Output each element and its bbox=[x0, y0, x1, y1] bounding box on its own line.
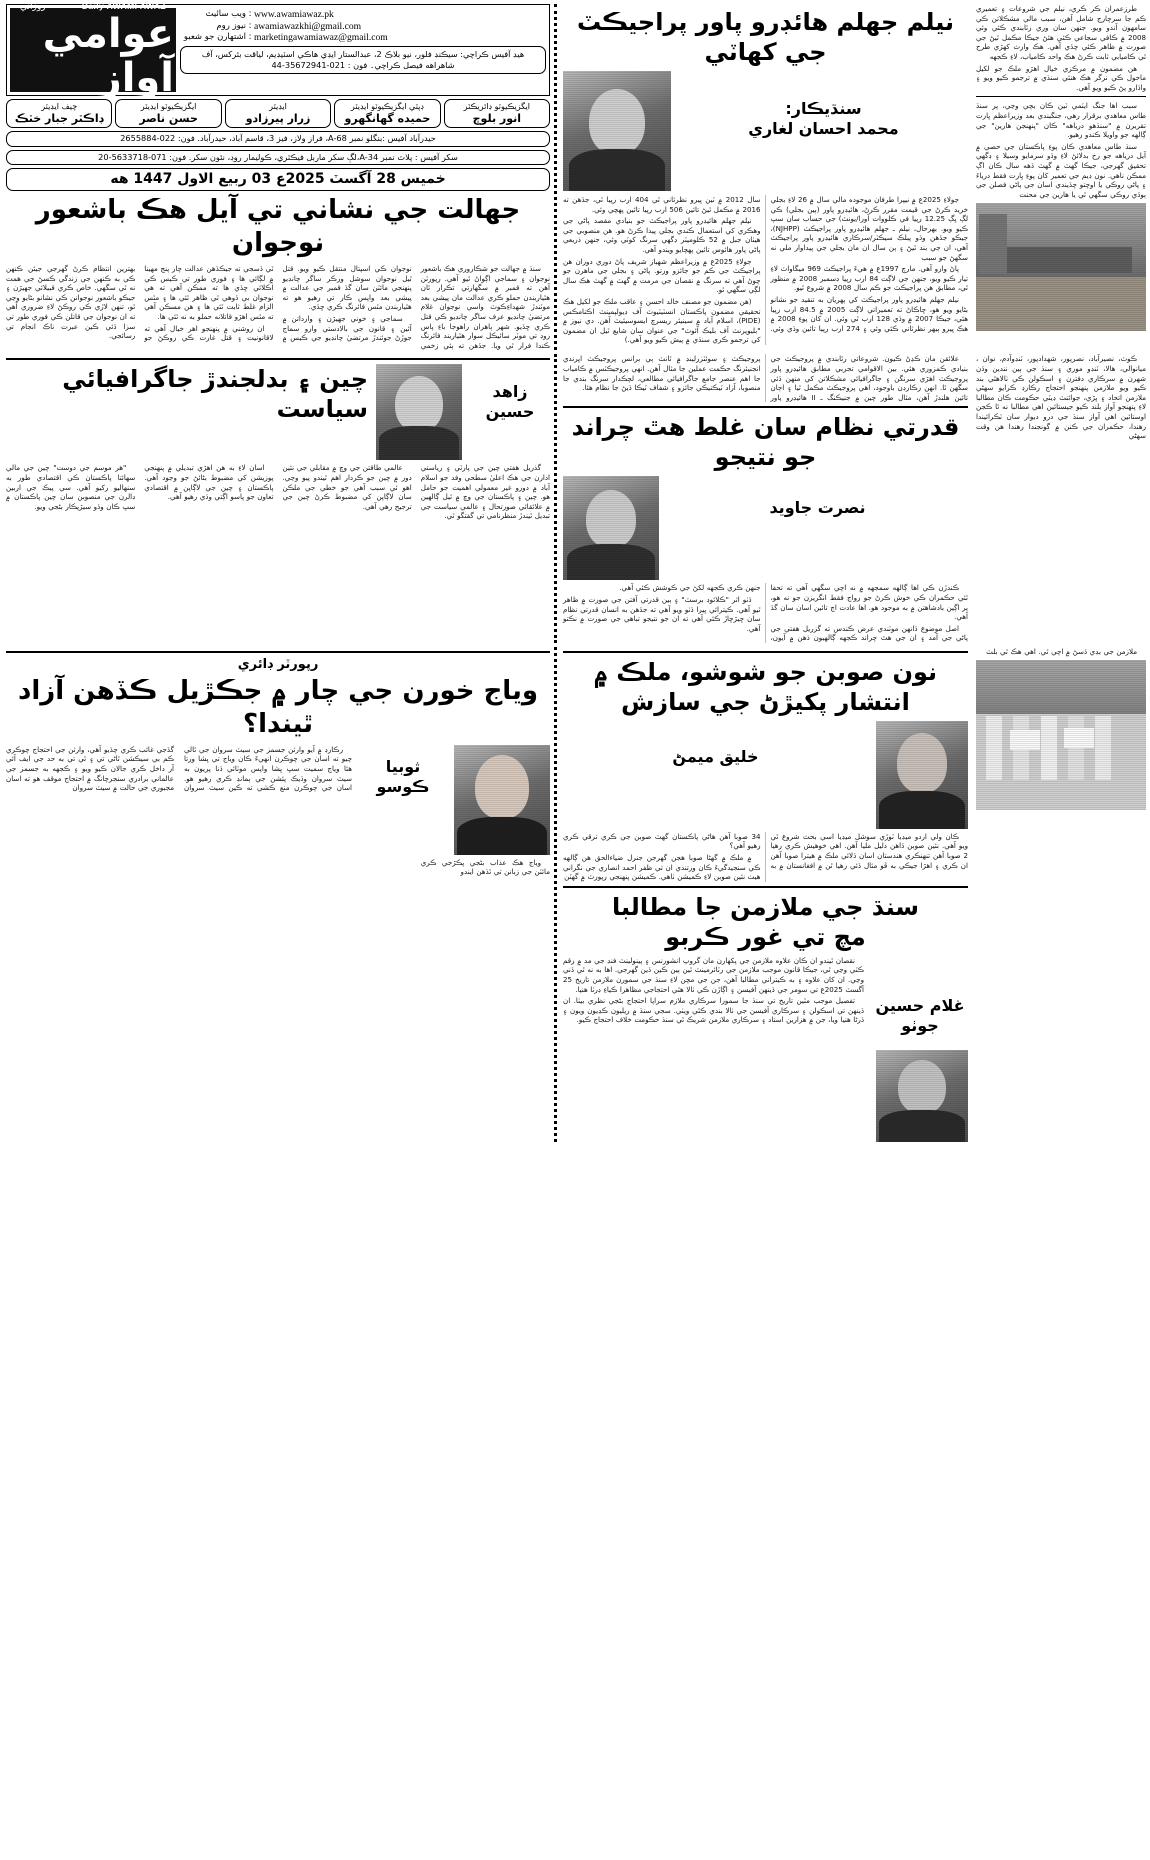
staff-executive-director bbox=[444, 99, 550, 128]
contact-row-marketing bbox=[180, 32, 546, 44]
paragraph: سنڌ طاس معاهدي ڪان پوءِ پاڪستان جي حصي ۾ آيل درياهه جو رخ بدلائڻ لاءِ وڏو سرمايو وسيلا ۽ ڊگهي تحقيق گهرجي، جيڪا گهٽ ۾ گهٽ ڏهه سال ڪان اڳ ممڪن ناهي. نون ڊيم جي تعمير کان پوءِ ڀارت فقط درياءَ ۽ پاڻي روڪي يا اوچتو چڏيندي اسان جي پاڻي فصلن جي ٻوڏي روڪي سگهي ٿي يا هارين جي محنت bbox=[976, 141, 1146, 199]
website-url[interactable]: www.awamiawaz.pk bbox=[254, 9, 334, 20]
paragraph: وياج هڪ عذاب بڻجي پڪڙجي ڪري مائٽن جي زبانن تي ٿڌهن ايندو bbox=[420, 857, 550, 877]
staff-name: حسن ناصر bbox=[139, 112, 198, 125]
paragraph: اسان لاءِ به هن اهڙي تبديلي ۾ پنهنجي پوزيشن کي مضبوط بڻائڻ جو وجود آهي. پاڪستان ۽ چين جي لاڳاپن ۾ اقتصادي تعاون جو پاسو اڳتي وڌي رهيو آهي. bbox=[144, 463, 274, 502]
paragraph: ان روشني ۾ پنهنجو اهر خيال آهي ته لاقانونيت ۽ قتل غارت ڪي روڪڻ جو بهترين انتظام ڪرڻ گهرجي جيئن ڪنهن ڪي به ڪنهن جي زندگي ڪسڻ جي همت نه ٿي سگهي. خاص ڪري قبيلائي جهيڙن ۽ جيڪو باشعور نوجوانن ڪي نشانو بڻايو وڃي ٿو، تنهن لاڙي ڪي روڪڻ لاءِ ضروري آهي ته ان نوجوان جي قاتلن ڪي فوري طور تي سزا ڏئي ڪين عبرت ناڪ انجام تي رسائجي. bbox=[6, 264, 274, 343]
article-right-3-headline: وياج خورن جي چار ۾ جڪڙيل ڪڏهن آزاد ٿيندا؟ bbox=[17, 675, 538, 739]
paragraph: "هر موسم جي دوست" چين جي مالي سهائتا پاڪستان ڪي اقتصادي طور به سنهاليو رکيو آهي. سي پيڪ جي اربين ڊالرن جي منصوبن سان چين پاڪستان ۾ سڀ ڪان وڏو سيڙپڪار بڻجي ويو. bbox=[6, 463, 136, 511]
contact-label: اشتهارن جو شعبو bbox=[183, 32, 246, 42]
paragraph: نقصان ٿيندو ان ڪان علاوه ملازمن جي پکهارن مان گروپ انشورنس ۽ پينولينٽ فنڊ جي مد ۾ رقم ڪٽي وڃي ٿي، جيڪا قانون موجب ملازمن جي رٽائرمينٽ ٿين ٻين ڪين ڏين گهرجي. اها به نه ٿي ڏني وڃي. ان کان علاوه ۽ به ڪيتراني مطالبا آهن، جن جي مچن لاءِ سنڌ جي سمورن ملازمن تاريخ 25 آگسٽ 2025ع تي سومر جي ڏينهن آفيسن ۽ اڳاڙن ڪي ٺالا هٿي احتجاجي مظاهرا ڪياءِ ڊرٺا هنيا. bbox=[563, 955, 864, 994]
article-top-left-headline: نيلم جهلم هائڊرو پاور پراجيڪٽ جي کهاٽي bbox=[576, 8, 955, 66]
article-right-1-body bbox=[6, 264, 550, 350]
article-mid-4-headline-line1: سنڌ جي ملازمن جا مطالبا bbox=[612, 892, 919, 921]
staff-editor bbox=[225, 99, 331, 128]
article-mid-2-body bbox=[563, 583, 968, 643]
masthead bbox=[6, 0, 550, 101]
staff-name: زرار پيرزادو bbox=[245, 112, 311, 125]
staff-chief-editor bbox=[6, 99, 112, 128]
hyderabad-office-address: حيدرآباد آفيس :بنگلو نمبر A-68، فراز ولاز، فيز 3، قاسم آباد، حيدرآباد. فون: 022-2655884 bbox=[6, 131, 550, 147]
logo-main-text: عوامي آواز bbox=[42, 10, 174, 101]
staff-executive-editor bbox=[115, 99, 221, 128]
top-region bbox=[6, 0, 1146, 350]
head-office-address: هيڊ آفيس ڪراچي: سيڪنڊ فلور، نيو بلاڪ 2، عبدالستار ايڊي هاڪي اسٽيڊيم، لياقت بئركس، آف شاهراهه فيصل ڪراچي۔ فون : 021-35672941-44 bbox=[180, 46, 546, 74]
author-portrait-sobia-kooso bbox=[454, 745, 550, 855]
article-right-3-byline: ثوبيا ڪوسو bbox=[376, 756, 430, 796]
article-right-3-kicker: رپورٽر ڊائري bbox=[237, 656, 319, 672]
paragraph: ڪوٽ، نصيرآباد، نصرپور، شهدادپور، ٽنڊوآدم، نوان ، ميانوالي، هالا، ٽنڊو موري ۽ سنڌ جي ٻين نندين وڏن شهرن ۾ سرڪاري دفترن ۽ اسڪولن ڪي ٺالاهٿي بند ڪيو ويو ملازمن پنهنجو احتجاج رڪارڊ ڪرايو سهڻي ملازمن اتحاد ۽ ڀڙي، جوائنٽ ڊيٽي حڪومت ڪان مطالبا لاءِ پنهنجو آواز بلند ڪيو جيستائين اهي مطالبا نه ٿا ڪجن اوستائين اهي آواز سنڌ جي درو ديوار سان ٽڪرائيندا رهندا، حڪمران جي ڪنن ۾ گونجندا رهندا هن وقت سهڻي bbox=[976, 354, 1146, 441]
newsroom-email[interactable]: awamiawazkhi@gmail.com bbox=[254, 20, 362, 32]
paragraph: ۾ ملڪ ۾ گهڻا صوبا هجن گهرجن جنرل ضياءالحق هن ڳالهه ڪي سنجيدگيءَ ڪان ورتندي ان تي ظفر احمد انصاري جي نگراني هيٺ نئين صوبن لاءِ ڪميشن ٺاهي. ڪميشن پنهنجي رپورٽ ۾ گهٽن bbox=[563, 853, 761, 882]
staff-role: ڊپٽي ايگزيڪيوٽو ايڊيٽر bbox=[350, 102, 424, 111]
marketing-email[interactable]: marketingawamiawaz@gmail.com bbox=[254, 32, 388, 43]
byline-name: محمد احسان لغاري bbox=[748, 119, 899, 138]
middle-column bbox=[554, 4, 974, 350]
article-mid-4-head-row bbox=[563, 956, 968, 1142]
paragraph: سنڌ ۾ جهالت جو شڪاروري هڪ باشعور نوجوان ۽ سماجي اڳواڻ ٿيو آهي. رپورٽن آهن ته قمبر ۾ سگهارتي تڪرار ٿان هٿياربندن حملو ڪري عدالت مان پيشي بعد موٽندڙ شهداءِڪوٽ واسي نوجوان غلام مرتضيٰ چانڊيو عرف ساگر چانڊيو ڪي قتل ڪري ڇڏيو. شهر ٻاهران راهوجا باءِ پاس روڊ تي موٽر سائيڪل سوار هٿياربند فائرنگ ڪندا فرار ٿي ويا. جڏهن ته ٻئي زخمي نوجوان ڪي اسپتال منتقل ڪيو ويو. قتل ٿيل نوجوان سوشل ورڪر ساگر چانڊيو پنهنجي مائٽن سان گڏ قمبر جي عدالت ۾ پيشي بعد واپس ڪار تي رهيو هو ته هٿياربندن مٿس فائرنگ ڪري ڇڏي. bbox=[282, 264, 550, 350]
article-mid-4-byline: غلام حسين جوٺو bbox=[875, 995, 965, 1035]
byline-label: سنڌيڪار: bbox=[785, 99, 862, 118]
article-right-2-headline: چين ۽ بدلجندڙ جاگرافيائي سياست bbox=[62, 365, 368, 424]
staff-role: ايگزيڪيوٽو ايڊيٽر bbox=[140, 102, 197, 111]
staff-name: انور بلوچ bbox=[472, 112, 522, 125]
middle-column-lower bbox=[554, 647, 974, 1142]
paragraph: (هن مضمون جو مصنف خالد احسن ۽ عاقب ملڪ جو لکيل هڪ تحقيقي مضمون پاڪستان انسٽيٽيوٽ آف ڊيولپمينٽ اڪنامڪس (PIDE)، اسلام آباد ۾ سينيئر ريسرچ ايسوسيئيٽ آهن. دي نيوز ۾ "بليوپرنٽ آف بليڪ آئوٽ" جي عنوان سان شايع ٿيل ان مضمون کي ترجمو ڪري سنڌي ۾ پيش ڪيو ويو آهي.) bbox=[563, 296, 761, 345]
article-mid-flood-body bbox=[563, 354, 968, 402]
protest-group-photo bbox=[976, 660, 1146, 810]
left-strip-column-mid bbox=[974, 354, 1146, 643]
date-line: خميس 28 آگسٽ 2025ع 03 ربيع الاول 1447 هه bbox=[6, 168, 550, 191]
masthead-contact-block bbox=[180, 8, 546, 92]
river-flood-photo bbox=[976, 203, 1146, 331]
contact-rows bbox=[180, 8, 546, 44]
staff-deputy-executive-editor bbox=[334, 99, 440, 128]
author-portrait-zahid-hussain bbox=[376, 364, 462, 460]
paragraph: تفصيل موجب مٿين تاريخ تي سنڌ جا سمورا سرڪاري ملازم سراپا احتجاج بڻجي نظري بيٺا. ان ڏينهن تي اسڪولن ۽ سرڪاري آفيسن جي ٺالا بندي ڪٿي ويٺي. سجي سنڌ ۾ ريليون ڪڍيون ويون ۽ ڌرڻا هنيا ويا، جن ۾ هزارين استاد ۽ سرڪاري ملازمن شريڪ ٿي سنڌ حڪومت خلاف احتجاج ڪيو. bbox=[563, 996, 864, 1025]
contact-row-website bbox=[180, 9, 546, 21]
author-portrait-khaliq-memon bbox=[876, 721, 968, 829]
article-top-left-body bbox=[563, 195, 968, 345]
staff-name: ڊاڪٽر جبار خٽڪ bbox=[14, 112, 104, 125]
article-right-3-head-row bbox=[6, 745, 550, 855]
paragraph: ڏٺو اثر "ڪلائوڊ برسٽ" ۽ ٻين قدرتي آفتن جي صورت ۾ ظاهر ٿيو آهي. ڪيترائي ڀيرا ڏٺو ويو آهي ته جڏهن به انسان قدرتي نظام سان ڇيڙڇاڙ ڪئي آهي ته ان جو نتيجو تباهي جي صورت ۾ نڪتو آهي. bbox=[563, 594, 761, 633]
middle-column-mid bbox=[554, 354, 974, 643]
staff-role: چيف ايڊيٽر bbox=[41, 102, 78, 111]
logo-rozani-text: روزاني bbox=[20, 1, 46, 12]
paragraph: ڪان ولي اردو ميڊيا ٽوڙي سوشل ميڊيا اسي بحث شروع ٿي ويو آهي. نئين صوبن ڏاهن دليل مليا آهن. اهي خوهيش ڪري رهيا 2 صوبا آهن تنهنڪري هندستان اسان ڌلائي ملڪ ۾ هيترا صوبا آهن ان ڪري ۽ اهڙا جيڪي به ڦو مثال ڏئي رهيا ٿن ۾ افغانستان ۾ به 34 صوبا آهن هاڻي پاڪستان گهٽ صوبن جي ڪري ترقي ڪري رهيو آهي؟ bbox=[563, 831, 968, 870]
article-right-2-byline: زاهد حسين bbox=[485, 382, 535, 422]
right-column-lower bbox=[6, 647, 554, 1142]
paragraph: علائقن مان ڪڍڻ ڪيون. شروعاتي رٿابندي ۾ پروجيڪٽ جي بنيادي ڪمزوري هئي. بين الاقوامي تجربي مطابق هائيڊرو پاور پروجيڪٽ اهڙي سرنگن ۽ جاگرافيائي مشڪلاتن کي منهن ڏئي سگهن ٿا. انهن رڪارڊن باوجود، اهي پروجيڪٽ مڪمل ٿيا ۽ اڄان تائين هلندڙ آهن، مثال طور چين ۾ جنيڪنگ ـ II هائيڊرو پاور پروجيڪٽ ۽ سوئٽزرلينڊ ۾ ٿانٽ ٻي برانس پروجيڪٽ اڀرندي انجنيئرنگ حڪمت عملين جا مثال آهن. انهي پروجيڪٽس ۾ ڪامياب جا اهم عنصر جامع جاگرافيائي مطالعي، لچڪدار سرنگ بندي جا منصوبا، آزاد ٽيڪنيڪي جائزو ۽ شفاف ٽيڪا ڏيڻ جا نظام هئا. bbox=[563, 354, 968, 402]
author-portrait-ghulam-hussain-jotho bbox=[876, 1050, 968, 1142]
left-strip-body-2 bbox=[976, 101, 1146, 199]
article-right-3-intro bbox=[6, 745, 352, 794]
paragraph: عالمي طاقتن جي وچ ۾ مقابلي جي نئين دور ۾ چين جو ڪردار اهم ٿيندو پيو وڃي. اهو ئي سبب آهي جو خطي جي ملڪن سان لاڳاپن کي مضبوط ڪرڻ چين جي ترجيح رهي آهي. bbox=[282, 463, 412, 511]
paragraph: سماجي ۽ خوني جهيڙن ۽ وارداتن ۾ آئين ۽ قانون جي بالادستي وارو سماج جوڙڻ جوئندڙ مرتضيٰ چانڊيو جي ڪيس ۾ ٿي ڏسجي ته جيڪڏهن عدالت چار پنج مهينا ۾ لڳائي ها ۽ فوري طور تي ڪيس ڪي اڪلائي ڇڏي ها ته ممڪن آهي ته هي نوجوان بي ڏوهي ٿي ظاهر ٿئي ها ۽ مٿس الزام غلط ثابت ٿئي ها ۽ هن مسڪن آهي ته مٿس اهڙو قاتلانه حملو به نه ٿئي ها. bbox=[144, 264, 412, 343]
article-top-left-head-row bbox=[563, 71, 968, 191]
left-strip-body bbox=[976, 4, 1146, 92]
article-mid-2-byline: نصرت جاويد bbox=[769, 498, 866, 518]
contact-row-newsroom bbox=[180, 21, 546, 33]
article-right-1-headline: جهالت جي نشاني تي آيل هڪ باشعور نوجوان bbox=[35, 195, 521, 258]
lower-region bbox=[6, 647, 1144, 1142]
logo-english-text: Daily AWAMI AWAZ bbox=[81, 0, 166, 11]
contact-label: ويب سائيٽ bbox=[205, 9, 246, 19]
article-top-left-byline-block bbox=[679, 71, 968, 139]
staff-strip bbox=[6, 99, 550, 128]
paragraph: هن مضمون ۾ مرڪزي خيال اهڙو ملڪ جو لکيل ماحول ڪي نرگر هڪ هنئي سنڌي ۾ ترجمو ڪيو ويو ۽ واڌارو پڻ ڪيو ويو آهي. bbox=[976, 63, 1146, 92]
left-strip-lower-body-2 bbox=[976, 647, 1146, 657]
staff-name: حميده گهانگهرو bbox=[344, 112, 431, 125]
left-strip-lower-body bbox=[976, 354, 1146, 440]
paragraph: جولاءِ 2025ع ۾ وزيراعظم شهباز شريف پاڻ دوري دوران هن پراجيڪٽ جي ڪم جو جائزو ورتو. پاڻي ۽ بجلي جي ماهرن جو چوڻ آهي ته سرنگ ۾ نقصان جي مرمت ۾ گهٽ ۾ گهٽ هڪ سال لڳي سگهي ٿو. bbox=[563, 256, 761, 295]
article-mid-3-headline: نون صوبن جو شوشو، ملڪ ۾ انتشار پکيڙڻ جي سازش bbox=[593, 657, 938, 716]
author-portrait-nusrat-javed bbox=[563, 476, 659, 580]
paragraph: اصل موضوع ڏانهن موٽندي عرض ڪندس ته گزريل هفتي جي پاڻي جي آمد ۽ ان جي هٿ چراند ڪجهه ڳالهيون ذهن ۾ آيون، جنهن ڪري ڪجهه لکڻ جي ڪوشش ڪئي آهي. bbox=[619, 583, 968, 643]
paragraph: نيلم جهلم هائيڊرو پاور پراجيڪٽ جو بنيادي مقصد پاڻي جي وهڪري کي استعمال ڪندي بجلي پيدا ڪرڻ هو. هن منصوبي جي هيٺان جبل ۾ 52 ڪلوميٽر ڊگهي سرنگ کوٽي وئي، جنهن ذريعي پاڻي پاور هائوس تائين پهچايو ويندو آهي. bbox=[563, 216, 761, 254]
contact-colon: : bbox=[248, 32, 252, 42]
article-right-3-body bbox=[6, 858, 550, 877]
paragraph: گذريل هفتي چين جي پارٽي ۽ رياستي ادارن جي هڪ اعليٰ سطحي وفد جو اسلام آباد ۾ دورو غير معمولي اهميت جو حامل هو. چين ۽ پاڪستان جي وچ ۾ ٿيل ڳالهين ۾ علائقائي صورتحال ۽ عالمي سياست جي تبديل ٿيندڙ منظرنامي تي گفتگو ٿي. bbox=[420, 463, 550, 521]
sukkur-office-address: سکر آفيس : پلاٽ نمبر A-34،لڳ سکر ماربل فيڪٽري، ڪوليمار روڊ، نئون سکر. فون: 071-5633718-20 bbox=[6, 150, 550, 166]
article-mid-3-byline: خليق ميمڻ bbox=[672, 746, 759, 766]
article-mid-3-body bbox=[563, 832, 968, 882]
article-mid-2-headline: قدرتي نظام سان غلط هٿ چراند جو نتيجو bbox=[571, 413, 960, 472]
author-portrait-muhammad-ehsan-laghari bbox=[563, 71, 671, 191]
paragraph: رڪارڊ ۾ آيو وارثن جسمز جي سيٽ سروان جي ٿالي چيو ته اسان جي چوڪرن انهيءَ ڪان وياج تي ڀشا ورتا هئا وياج سميت سڀ ڀشا واپس موٽائي ڏنا پريون به سيٽ سروان وڌيڪ پئشن جي ٻمانڊ ڪري رهيو هو. اسان جي چوڪرن منع ڪشي ته ڪين سيٽ سروان گڏجي غائب ڪري چڏيو آهي، وارثن جي احتجاج چوڪري ڪم بي سيڪشن ٿاڻي تي ۽ ٿي تي به حد جي ايف آئي آر داخل ڪري جالان ڪيو ويو ۽ ڪجهه به جسمز جي عالماني برادري سنجرچانگ ۾ احتجاج موقف هو ته اسان مجبوري جي حالت ۾ سيٽ سروان bbox=[6, 744, 352, 793]
mid-region bbox=[6, 354, 1144, 643]
contact-colon: : bbox=[248, 9, 252, 19]
contact-colon: : bbox=[248, 20, 252, 31]
left-strip-column-lower bbox=[974, 647, 1146, 1142]
article-mid-2-head-row bbox=[563, 476, 968, 580]
contact-label: نيوز روم bbox=[216, 20, 246, 31]
staff-role: ايگزيڪيوٽو ڊائريڪٽر bbox=[463, 102, 530, 111]
article-right-2-body bbox=[6, 463, 550, 521]
staff-role: ايڊيٽر bbox=[269, 102, 287, 111]
paragraph: طرزعمران ڪر ڪري، نيلم جي شروعات ۽ تعميري ڪم جا سرچارج شامل آهن، سبب مالي مشڪلاتن ڪي سامهون آندو ويو. جنهن سان وري رٿابندي ڪئي وئي 2008 ۾ ڪافي سجاعي ڪئي هئڻ جيڪا مڪمل ٿيڻ جي صورت ۾ ظاهر ڪئي چڏي آهي. هڪ وارث کهڙي طرح ٿي ڪاميابي ثابت ڪرڻ هڪ واحد ڪامياب، لاءِ ڪجهه bbox=[976, 4, 1146, 61]
paragraph: جولاءِ 2025ع ۾ نيپرا طرفان موجوده مالي سال ۾ 26 لاءِ بجلي خريد ڪرڻ جي قيمت مقرر ڪرڻ، هائيڊرو پاور (ٻين بجلي) ڪي لڳ ڀڳ 12.25 رپيا في ڪلووات آورا/يونٽ) جي حساب سان سپ ڪيو ويو. بهرحال، نيلم ـ جهلم هائيڊرو پاور پراجيڪٽ (NJHPP)، جيڪو جڏهن وڌو پبلڪ سيڪٽر/سرڪاري هائيڊرو پاور پراجيڪٽ آهي، ان جي بند ٿيڻ ۽ ٻن سال ان مان بجلي جي پيداوار ملي نه سگهڻ جو سبب bbox=[770, 195, 968, 262]
paragraph: نيلم جهلم هائيڊرو پاور پراجيڪٽ کي پهريان به تنقيد جو نشانو بڻايو ويو هو، ڇاڪاڻ ته تعميراتي لاڳت 2005 ۾ 84.5 ارب رپيا هئي، جيڪا 2007 ۾ وڌي 128 ارب ٿي وئي. ان کان پوءِ 2008 ۾ هڪ ڀيرو ٻيهر نظرثاني ڪئي وئي ۽ 274 ارب رپيا تائين وڌي وئي. سال 2012 ۾ ٽين ڀيرو نظرثاني ٿي 404 ارب رپيا ٿي، جڏهن ته 2016 ۾ مڪمل ٿيڻ تائين 506 ارب رپيا تائين پهچي وئي. bbox=[563, 195, 969, 333]
article-mid-4-intro bbox=[563, 956, 864, 1027]
paragraph: ملازمن جي بڊي ڏسڻ ۾ اچي ٿي. اهي هڪ ٿي بلٽ bbox=[986, 646, 1137, 656]
masthead-column bbox=[6, 0, 554, 350]
right-column-mid bbox=[6, 354, 554, 643]
paragraph: ڪندڙن ڪي اها ڳالهه سمجهه ۾ نه اچي سگهي آهي ته تحفا ٿئي حڪمران ڪي خوش ڪرڻ جو رواج فقط انگريزن جو نه هو، پر اڳين بادشاهتن ۾ به موجود هو. اها عادت اڄ تائين اسان سان گڏ آهي. bbox=[770, 583, 968, 622]
paragraph: سبب اها جنگ ايٽمي ٽين ڪان بچي وڃي، پر سنڌ طاس معاهدي برقرار رهي، جنگبندي بعد وزيراعظم ڀارت تقريرن ۾ "سنڌهو درياهه" ڪان "پنهنجن هارين" جي ڳالهه جو واويلا ڪندو رهيو. bbox=[976, 101, 1146, 140]
article-mid-3-head-row bbox=[563, 721, 968, 829]
article-mid-4-headline-line2: مچ تي غور ڪربو bbox=[665, 922, 866, 951]
newspaper-logo bbox=[10, 0, 176, 101]
paragraph: پاڻ وارو آهي. مارچ 1997ع ۾ هيءَ پراجيڪٽ 969 ميگاواٽ لاءِ تيار ڪيو ويو، جنهن جي لاڳت 84 ارب رپيا ڊسمبر 2008 ۾ منظور ٿي، مطابق هن پراجيڪٽ جو ڪم سال 2008 ۾ شروع ٿيو. bbox=[770, 264, 968, 293]
article-right-2-head-row bbox=[6, 364, 550, 460]
left-strip-column bbox=[974, 4, 1146, 350]
